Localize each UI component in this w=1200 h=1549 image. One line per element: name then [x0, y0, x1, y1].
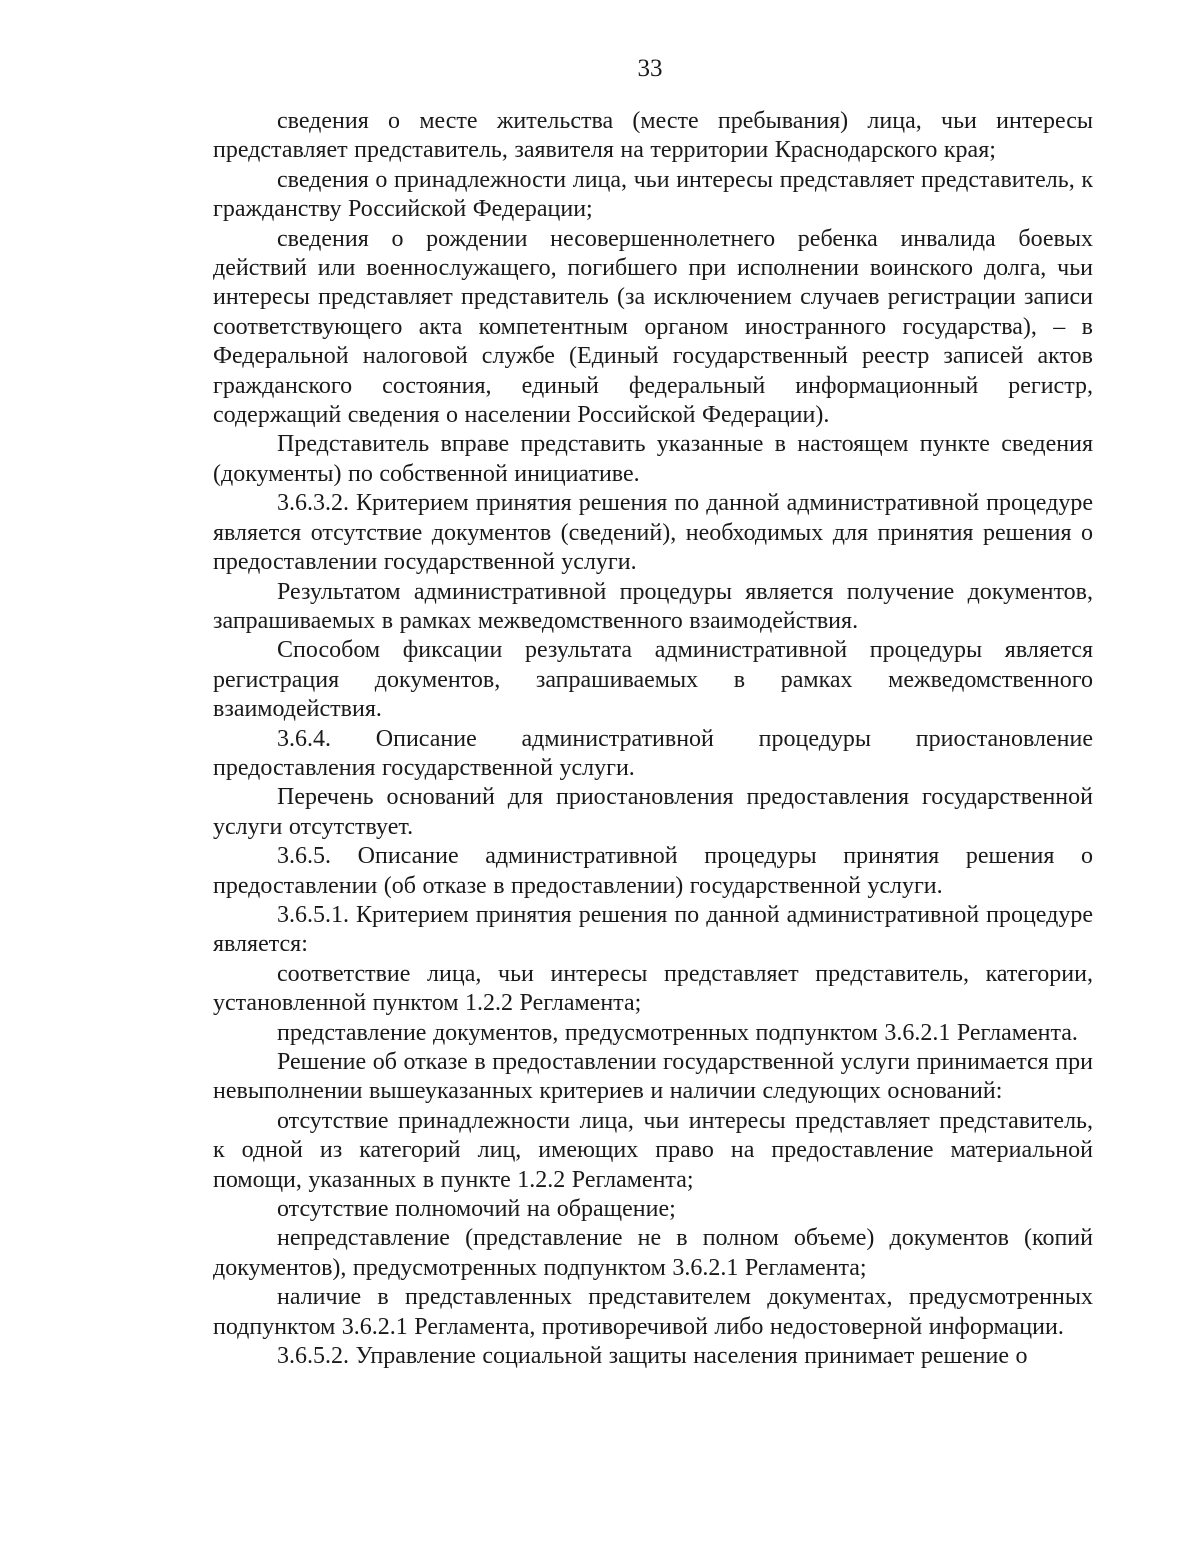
- paragraph: Перечень оснований для приостановления предоставления государственной услуги отсутствует.: [213, 784, 1093, 840]
- paragraph: отсутствие полномочий на обращение;: [277, 1196, 676, 1223]
- paragraph: 3.6.4. Описание административной процедуры приостановление предоставления государственной услуги.: [213, 725, 1093, 781]
- paragraph: Решение об отказе в предоставлении государственной услуги принимается при невыполнении вышеуказанных критериев и наличии следующих оснований:: [213, 1049, 1093, 1105]
- paragraph: непредставление (представление не в полном объеме) документов (копий документов), предусмотренных подпунктом 3.6.2.1 Регламента;: [213, 1225, 1093, 1281]
- document-body: [213, 107, 1093, 1371]
- paragraph: сведения о принадлежности лица, чьи интересы представляет представитель, к гражданству Российской Федерации;: [213, 166, 1093, 223]
- paragraph: соответствие лица, чьи интересы представляет представитель, категории, установленной пунктом 1.2.2 Регламента;: [213, 960, 1093, 1017]
- paragraph: представление документов, предусмотренных подпунктом 3.6.2.1 Регламента.: [277, 1019, 1078, 1046]
- paragraph: Результатом административной процедуры является получение документов, запрашиваемых в рамках межведомственного взаимодействия.: [213, 578, 1093, 634]
- paragraph: 3.6.5.1. Критерием принятия решения по данной административной процедуре является:: [213, 901, 1093, 958]
- paragraph: 3.6.5.2. Управление социальной защиты населения принимает решение о: [277, 1343, 1028, 1370]
- paragraph: Способом фиксации результата административной процедуры является регистрация документов, запрашиваемых в рамках межведомственного взаимодействия.: [213, 637, 1093, 723]
- page-number: 33: [637, 55, 663, 82]
- paragraph: 3.6.5. Описание административной процедуры принятия решения о предоставлении (об отказе в предоставлении) государственной услуги.: [213, 843, 1093, 899]
- paragraph: сведения о месте жительства (месте пребывания) лица, чьи интересы представляет представитель, заявителя на территории Краснодарского края;: [213, 108, 1093, 164]
- paragraph: отсутствие принадлежности лица, чьи интересы представляет представитель, к одной из категорий лиц, имеющих право на предоставление материальной помощи, указанных в пункте 1.2.2 Регламента;: [213, 1107, 1093, 1193]
- paragraph: наличие в представленных представителем документах, предусмотренных подпунктом 3.6.2.1 Регламента, противоречивой либо недостоверной информации.: [213, 1284, 1093, 1340]
- paragraph: Представитель вправе представить указанные в настоящем пункте сведения (документы) по собственной инициативе.: [213, 431, 1093, 487]
- paragraph: сведения о рождении несовершеннолетнего ребенка инвалида боевых действий или военнослужащего, погибшего при исполнении воинского долга, чьи интересы представляет представитель (за исключением случаев регистрации записи соответствующего акта компетентным органом иностранного государства), – в Федеральной налоговой службе (Единый государственный реестр записей актов гражданского состояния, единый федеральный информационный регистр, содержащий сведения о населении Российской Федерации).: [213, 225, 1093, 429]
- paragraph: 3.6.3.2. Критерием принятия решения по данной административной процедуре является отсутствие документов (сведений), необходимых для принятия решения о предоставлении государственной услуги.: [213, 490, 1093, 576]
